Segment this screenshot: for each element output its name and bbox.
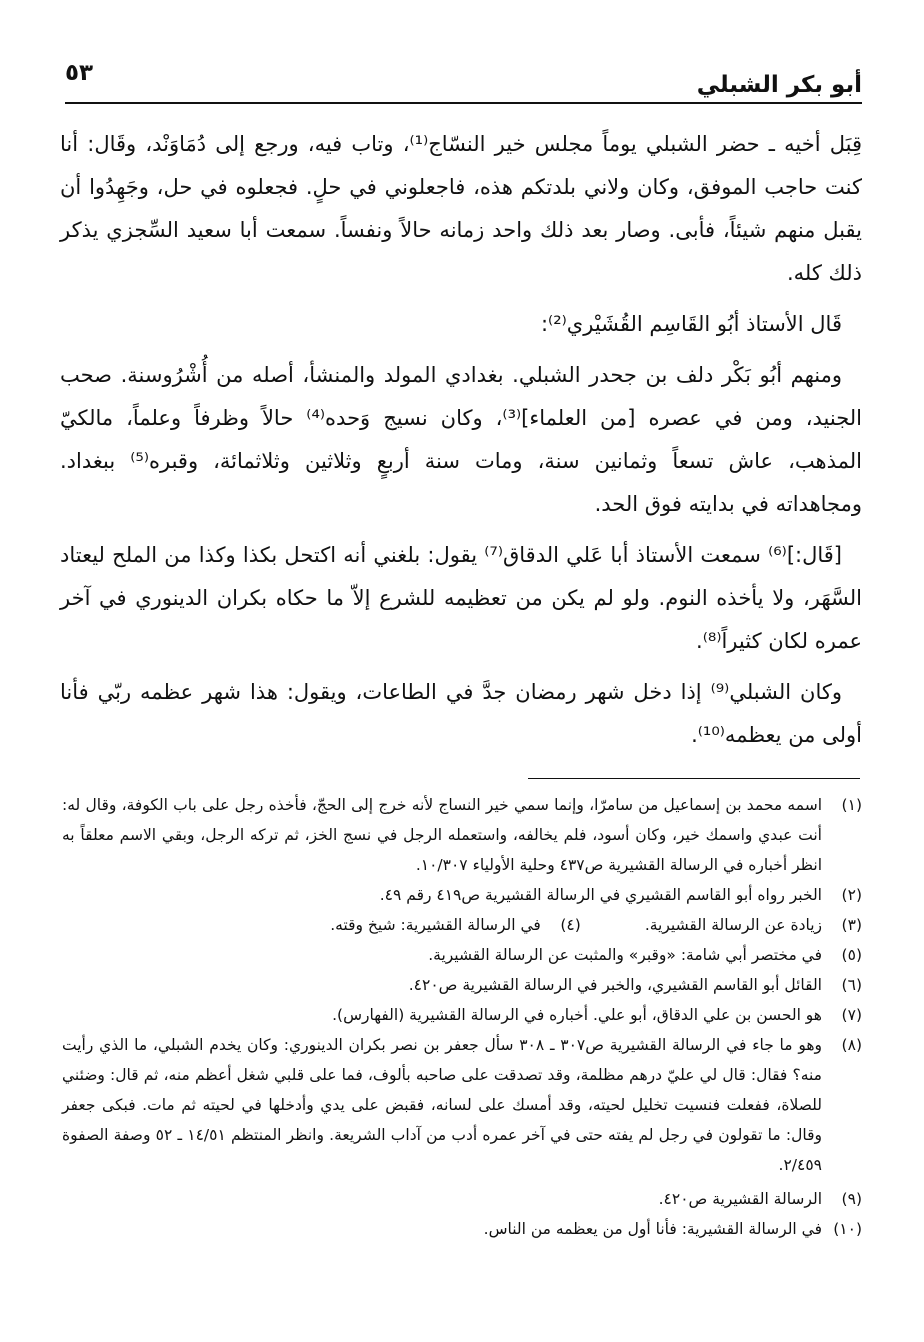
- page-header: [65, 58, 862, 102]
- footnote-number: (٩): [841, 1190, 862, 1208]
- footnote-text: الخبر رواه أبو القاسم القشيري في الرسالة القشيرية ص٤١٩ رقم ٤٩.: [379, 886, 822, 904]
- footnote: [62, 970, 862, 1000]
- paragraph: وكان الشبلي⁽⁹⁾ إذا دخل شهر رمضان جدَّ في الطاعات، ويقول: هذا شهر عظمه ربّي فأنا أولى من يعظمه⁽¹⁰⁾.: [60, 680, 862, 747]
- footnote: [62, 1214, 862, 1244]
- footnote-number: (٨): [841, 1036, 862, 1054]
- main-text: [60, 123, 862, 757]
- running-title: أبو بكر الشبلي: [696, 72, 862, 98]
- paragraph: قِبَل أخيه ـ حضر الشبلي يوماً مجلس خير النسّاج⁽¹⁾، وتاب فيه، ورجع إلى دُمَاوَنْد، وقَال: أنا كنت حاجب الموفق، وكان ولاني بلدتكم هذه، فاجعلوني في حلٍ. فجعلوه في حل، وجَهِدُوا أن يقبل منهم شيئاً، فأبى. وصار بعد ذلك واحد زمانه حالاً ونفساً. سمعت أبا سعيد السِّجزي يذكر ذلك كله.: [60, 132, 862, 285]
- footnote-number: (٥): [841, 946, 862, 964]
- footnote-text: القائل أبو القاسم القشيري، والخبر في الرسالة القشيرية ص٤٢٠.: [408, 976, 822, 994]
- footnote-number: (٧): [841, 1006, 862, 1024]
- footnotes: [62, 790, 862, 1244]
- footnote: [62, 880, 862, 910]
- footnote-number: (١): [841, 796, 862, 814]
- footnote-text: وهو ما جاء في الرسالة القشيرية ص٣٠٧ ـ ٣٠٨ سأل جعفر بن نصر بكران الدينوري: وكان يخدم الشبلي، ما الذي رأيت منه؟ فقال: قال لي عليّ درهم مظلمة، وقد تصدقت على صاحبه بألوف، فما على قلبي شغل أعظم منه، ثم قال: وضئني للصلاة، ففعلت فنسيت تخليل لحيته، وقد أمسك على لسانه، فقبض على يدي وأدخلها في لحيته ثم مات. فبكى جعفر وقال: ما تقولون في رجل لم يفته حتى في آخر عمره أدب من آداب الشريعة. وانظر المنتظم ١٤/٥١ ـ ٥٢ وصفة الصفوة ٢/٤٥٩.: [62, 1036, 822, 1174]
- footnote: [62, 940, 862, 970]
- footnote-text: في الرسالة القشيرية: فأنا أول من يعظمه من الناس.: [483, 1220, 822, 1238]
- footnote: [645, 910, 862, 940]
- footnote-pair: [62, 910, 862, 940]
- header-rule: [65, 102, 862, 104]
- footnote-text: هو الحسن بن علي الدقاق، أبو علي. أخباره في الرسالة القشيرية (الفهارس).: [332, 1006, 822, 1024]
- footnote: [62, 790, 862, 880]
- footnote-text: في الرسالة القشيرية: شيخ وقته.: [330, 916, 541, 934]
- footnote: [62, 1184, 862, 1214]
- footnote-number: (٤): [560, 916, 581, 934]
- page-number: ٥٣: [65, 60, 94, 86]
- footnote: [330, 910, 581, 940]
- footnote-rule: [528, 778, 860, 779]
- footnote-text: زيادة عن الرسالة القشيرية.: [644, 916, 822, 934]
- footnote-number: (٣): [841, 916, 862, 934]
- footnote-text: في مختصر أبي شامة: «وقبر» والمثبت عن الرسالة القشيرية.: [428, 946, 822, 964]
- footnote-number: (٢): [841, 886, 862, 904]
- footnote: [62, 1000, 862, 1030]
- footnote-text: اسمه محمد بن إسماعيل من سامرّا، وإنما سمي خير النساج لأنه خرج إلى الحجّ، فأخذه رجل على باب الكوفة، وقال له: أنت عبدي واسمك خير، وكان أسود، فلم يخالفه، واستعمله الرجل في نسج الخز، ثم تركه الرجل، وبقي الاسم معلقاً به انظر أخباره في الرسالة القشيرية ص٤٣٧ وحلية الأولياء ١٠/٣٠٧.: [62, 796, 822, 874]
- paragraph: [قَال:]⁽⁶⁾ سمعت الأستاذ أبا عَلي الدقاق⁽⁷⁾ يقول: بلغني أنه اكتحل بكذا وكذا من الملح ليعتاد السَّهَر، ولا يأخذه النوم. ولو لم يكن من تعظيمه للشرع إلاّ ما حكاه بكران الدينوري في آخر عمره لكان كثيراً⁽⁸⁾.: [60, 543, 862, 653]
- paragraph: قَال الأستاذ أبُو القَاسِم القُشَيْري⁽²⁾:: [540, 312, 842, 336]
- footnote: [62, 1030, 862, 1180]
- paragraph: ومنهم أبُو بَكْر دلف بن جحدر الشبلي. بغدادي المولد والمنشأ، أصله من أُشْرُوسنة. صحب الجنيد، ومن في عصره [من العلماء]⁽³⁾، وكان نسيج وَحده⁽⁴⁾ حالاً وظرفاً وعلماً، مالكيّ المذهب، عاش تسعاً وثمانين سنة، ومات سنة أربعٍ وثلاثين وثلاثمائة، وقبره⁽⁵⁾ ببغداد. ومجاهداته في بدايته فوق الحد.: [60, 363, 862, 516]
- footnote-text: الرسالة القشيرية ص٤٢٠.: [658, 1190, 822, 1208]
- footnote-number: (١٠): [833, 1220, 862, 1238]
- footnote-number: (٦): [841, 976, 862, 994]
